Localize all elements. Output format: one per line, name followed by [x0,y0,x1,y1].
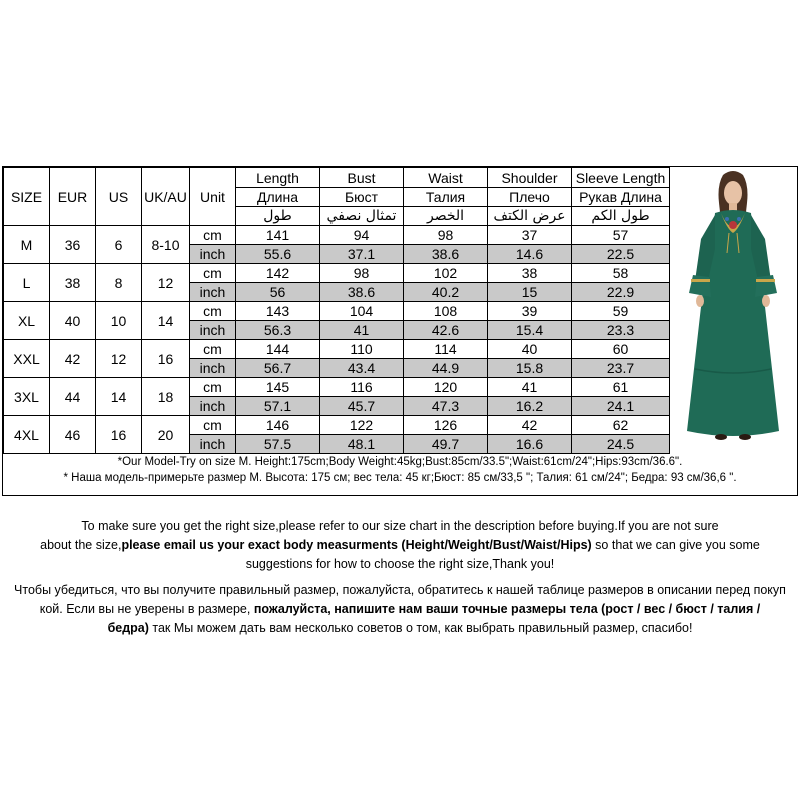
value-cell: 38 [488,264,572,283]
value-cell: 41 [320,321,404,340]
value-cell: 98 [404,226,488,245]
value-cell: 57.1 [236,397,320,416]
value-cell: 48.1 [320,435,404,454]
instructions-en-bold: please email us your exact body measurments (Height/Weight/Bust/Waist/Hips) [121,538,592,552]
instructions-ru-line2: кой. Если вы не уверены в размере, пожалуйста, напишите нам ваши точные размеры тела (рост / вес / бюст / талия / [39,602,761,616]
value-cell: 55.6 [236,245,320,264]
header-unit: Unit [190,168,236,226]
unit-cell: inch [190,321,236,340]
instructions-ru-bold: пожалуйста, напишите нам ваши точные размеры тела (рост / вес / бюст / талия / [253,602,761,616]
model-note-ru: * Наша модель-примерьте размер M. Высота: 175 см; вес тела: 45 кг;Бюст: 85 см/33,5 "; Талия: 61 см/24"; Бедра: 93 см/36,6 ". [63,472,737,484]
size-cell: L [4,264,50,302]
value-cell: 98 [320,264,404,283]
value-cell: 15.4 [488,321,572,340]
value-cell: 15.8 [488,359,572,378]
size-cell: 3XL [4,378,50,416]
unit-cell: cm [190,226,236,245]
us-cell: 16 [96,416,142,454]
value-cell: 57.5 [236,435,320,454]
header-sleeve-ru: Рукав Длина [572,188,670,207]
table-row [4,378,670,397]
value-cell: 60 [572,340,670,359]
size-cell: M [4,226,50,264]
value-cell: 58 [572,264,670,283]
model-note-en: *Our Model-Try on size M. Height:175cm;Body Weight:45kg;Bust:85cm/33.5";Waist:61cm/24";Hips:93cm/36.6". [117,456,683,468]
unit-cell: inch [190,359,236,378]
value-cell: 14.6 [488,245,572,264]
unit-cell: cm [190,340,236,359]
value-cell: 40 [488,340,572,359]
eur-cell: 38 [50,264,96,302]
unit-cell: cm [190,302,236,321]
us-cell: 12 [96,340,142,378]
header-size: SIZE [4,168,50,226]
value-cell: 102 [404,264,488,283]
ukau-cell: 8-10 [142,226,190,264]
instructions-ru-line1: Чтобы убедиться, что вы получите правильный размер, пожалуйста, обратитесь к нашей таблице размеров в описании перед покуп [14,583,786,597]
value-cell: 146 [236,416,320,435]
instructions-ru-line3: бедра) так Мы можем дать вам несколько советов о том, как выбрать правильный размер, спасибо! [107,621,693,635]
eur-cell: 46 [50,416,96,454]
header-length-ar: طول [236,207,320,226]
value-cell: 56.3 [236,321,320,340]
value-cell: 23.7 [572,359,670,378]
header-us: US [96,168,142,226]
eur-cell: 44 [50,378,96,416]
header-bust-ru: Бюст [320,188,404,207]
value-cell: 143 [236,302,320,321]
value-cell: 38.6 [320,283,404,302]
ukau-cell: 18 [142,378,190,416]
us-cell: 6 [96,226,142,264]
header-length-ru: Длина [236,188,320,207]
instructions-en-line1: To make sure you get the right size,please refer to our size chart in the description before buying.If you are not sure [81,519,719,533]
value-cell: 47.3 [404,397,488,416]
header-waist-ru: Талия [404,188,488,207]
table-row [4,264,670,283]
size-cell: XXL [4,340,50,378]
value-cell: 42.6 [404,321,488,340]
value-cell: 38.6 [404,245,488,264]
unit-cell: cm [190,416,236,435]
table-row [4,340,670,359]
value-cell: 40.2 [404,283,488,302]
instructions-en [4,517,796,574]
header-shoulder-en: Shoulder [488,168,572,188]
value-cell: 49.7 [404,435,488,454]
value-cell: 57 [572,226,670,245]
header-bust-ar: تمثال نصفي [320,207,404,226]
value-cell: 108 [404,302,488,321]
eur-cell: 40 [50,302,96,340]
value-cell: 62 [572,416,670,435]
value-cell: 16.6 [488,435,572,454]
unit-cell: inch [190,283,236,302]
size-cell: 4XL [4,416,50,454]
value-cell: 114 [404,340,488,359]
eur-cell: 42 [50,340,96,378]
size-cell: XL [4,302,50,340]
header-bust-en: Bust [320,168,404,188]
value-cell: 16.2 [488,397,572,416]
instructions-en-line2: about the size,please email us your exact body measurments (Height/Weight/Bust/Waist/Hips) so that we can give you some [40,538,760,552]
eur-cell: 36 [50,226,96,264]
value-cell: 145 [236,378,320,397]
unit-cell: inch [190,397,236,416]
value-cell: 39 [488,302,572,321]
us-cell: 10 [96,302,142,340]
value-cell: 110 [320,340,404,359]
table-row [4,416,670,435]
value-cell: 104 [320,302,404,321]
value-cell: 43.4 [320,359,404,378]
ukau-cell: 20 [142,416,190,454]
value-cell: 24.1 [572,397,670,416]
size-chart [2,166,798,496]
value-cell: 37.1 [320,245,404,264]
value-cell: 56.7 [236,359,320,378]
unit-cell: cm [190,378,236,397]
value-cell: 41 [488,378,572,397]
us-cell: 14 [96,378,142,416]
model-photo [671,169,795,453]
header-sleeve-en: Sleeve Length [572,168,670,188]
header-eur: EUR [50,168,96,226]
value-cell: 22.9 [572,283,670,302]
header-waist-ar: الخصر [404,207,488,226]
value-cell: 44.9 [404,359,488,378]
header-ukau: UK/AU [142,168,190,226]
unit-cell: cm [190,264,236,283]
table-row [4,226,670,245]
value-cell: 23.3 [572,321,670,340]
value-cell: 94 [320,226,404,245]
value-cell: 15 [488,283,572,302]
header-length-en: Length [236,168,320,188]
header-waist-en: Waist [404,168,488,188]
ukau-cell: 16 [142,340,190,378]
value-cell: 61 [572,378,670,397]
table-row [4,302,670,321]
value-cell: 45.7 [320,397,404,416]
model-notes [3,454,797,486]
instructions-en-line3: suggestions for how to choose the right size,Thank you! [245,557,555,571]
value-cell: 144 [236,340,320,359]
value-cell: 37 [488,226,572,245]
value-cell: 142 [236,264,320,283]
value-cell: 59 [572,302,670,321]
value-cell: 120 [404,378,488,397]
unit-cell: inch [190,245,236,264]
value-cell: 126 [404,416,488,435]
unit-cell: inch [190,435,236,454]
header-shoulder-ru: Плечо [488,188,572,207]
value-cell: 42 [488,416,572,435]
ukau-cell: 14 [142,302,190,340]
value-cell: 24.5 [572,435,670,454]
value-cell: 56 [236,283,320,302]
header-sleeve-ar: طول الكم [572,207,670,226]
us-cell: 8 [96,264,142,302]
instructions-ru [4,581,796,638]
ukau-cell: 12 [142,264,190,302]
value-cell: 141 [236,226,320,245]
value-cell: 122 [320,416,404,435]
size-table [3,167,670,454]
header-shoulder-ar: عرض الكتف [488,207,572,226]
value-cell: 116 [320,378,404,397]
value-cell: 22.5 [572,245,670,264]
